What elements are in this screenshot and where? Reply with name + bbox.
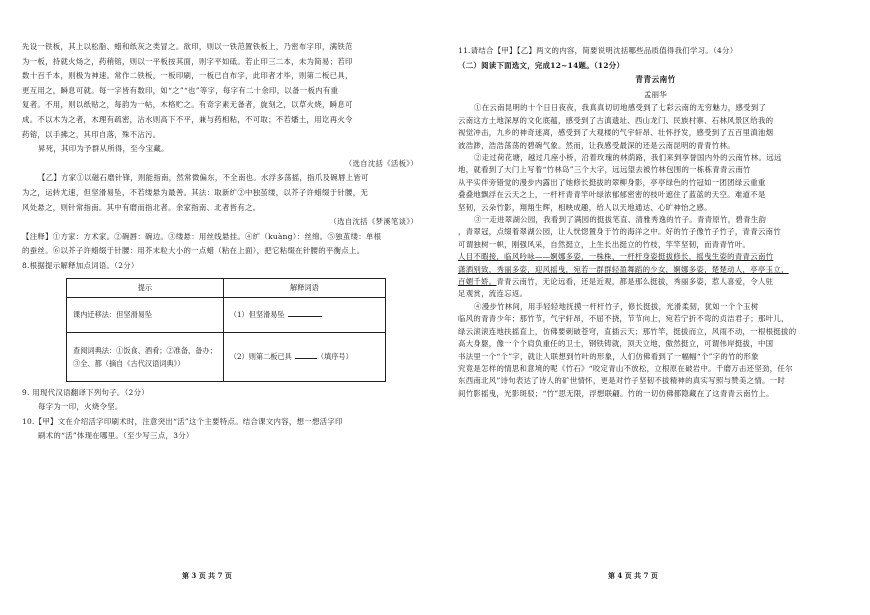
passage-jia-line: 成。不以木为之者，木理有疏密，沾水则高下不平，兼与药相粘，不可取；不若燔土，用讫再火令 (22, 114, 353, 124)
paragraph-3 (458, 214, 853, 301)
left-page (22, 0, 422, 615)
question-10-line: 刷术的“活”体现在哪里。（至少写三点，3分） (38, 431, 194, 441)
paragraph-line: ④漫步竹林间，用手轻轻地抚摸一杆杆竹子，修长挺拔，光滑柔韧，犹如一个个玉树 (474, 301, 759, 311)
paragraph-line: 从平实伴旁错觉的漫步内露出了她修长挺拔的翠柳身影，亭亭绿色的竹冠如一团团绿云重重 (458, 177, 766, 187)
underlined-line: 人目不暇接，临风吟咏——婀娜多姿，一株株、一杆杆身姿挺拔修长，摇曳生姿的青青云南竹 (458, 252, 774, 262)
row2-hint-line: 查阅词典法：①饭食、酒肴；②准备，备办； (73, 345, 217, 355)
row2-fill: （填序号） (316, 351, 353, 361)
paragraph-line: ①在云南昆明的十个日日夜夜，我真真切切地感受到了七彩云南的无穷魅力，感受到了 (474, 103, 767, 113)
paragraph-line: 高大身躯，像一个个肩负重任的卫士，钢铁铸就，顶天立地，傲然挺立，可谓伟岸挺拔，中国 (458, 339, 774, 349)
paragraph-line: 视觉冲击，九乡的神奇迷离，感受到了大观楼的气宇轩昂、壮怀抒发，感受到了五百里滇池烟 (458, 128, 774, 138)
passage-jia-line: 更互用之，瞬息可就。每一字皆有数印，如“之”“也”等字，每字有二十余印，以备一板内有重 (22, 85, 339, 95)
paragraph-fragment: 青青云南竹，无论远看，还是近观，都是那么挺拔，秀丽多姿，惹人喜爱，令人驻 (496, 277, 774, 287)
table-cell-hint (67, 332, 224, 381)
table-cell-explain (223, 297, 385, 332)
passage-jia-last: 昇死，其印为予群从所得，至今宝藏。 (38, 144, 169, 154)
hint-table (66, 278, 386, 382)
table-cell-hint (67, 297, 224, 332)
paragraph-line: 足观赏，流连忘返。 (458, 289, 528, 299)
paragraph-line: ，青翠冠，点缀着翠湖公园，让人恍惚置身于竹的海洋之中。好的竹子像竹子竹子，青青云南竹 (458, 227, 782, 237)
source-jia: （选自沈括《活板》） (344, 158, 418, 168)
row2-explain: （2）则第二板已具 (229, 351, 292, 361)
paragraph-line: 究竟是怎样的情思和意境的呢《竹石》“咬定青山不放松，立根原在破岩中。千磨万击还坚劲，任尔 (458, 363, 793, 373)
table-header-explain: 解释词语 (223, 278, 385, 297)
question-9: 9. 用现代汉语翻译下列句子。（2分） (22, 387, 149, 397)
row1-explain: （1）但坚滑易坠 (229, 309, 285, 319)
paragraph-line: ③一走进翠湖公园，我看到了满园的挺拔笔直、清雅秀逸的竹子。青青原竹，碧青生韵 (474, 215, 767, 225)
passage-yi-line: 【乙】方家①以磁石磨针锋，则能指南，然常微偏东，不全南也。水浮多荡摇，指爪及碗唇上皆可 (38, 173, 369, 183)
row2-hint-line: ③全、都（摘自《古代汉语词典》） (73, 358, 185, 368)
paragraph-line: 间竹影摇曳，光影斑驳；“竹”思无限，浮想联翩。竹的一切仿佛都隐藏在了这青青云南竹上。 (458, 388, 774, 398)
paragraph-line: 坚韧，云朵竹影，翔翔生辉，相映成趣，给人以天地通达、心旷神怡之感。 (458, 202, 712, 212)
paragraph-1 (458, 102, 853, 152)
passage-jia-line: 先设一铁板，其上以松脂、蜡和纸灰之类冒之。欲印，则以一铁范置铁板上，乃密布字印，满铁范 (22, 42, 353, 51)
paragraph-line (458, 276, 853, 288)
page-footer-right: 第 4 页 共 7 页 (608, 571, 658, 580)
passage-jia-line: 复者。不用，则以纸贴之，每韵为一帖，木格贮之。有奇字素无备者，旋刻之，以草火烧，瞬息可 (22, 100, 353, 110)
question-9-sentence: 每字为一印，火烧令坚。 (38, 402, 123, 412)
paragraph-line: 东西南北风”诗句表达了诗人的矿世情怀，更是对竹子坚韧不拔精神的真实写照与赞美之情。一时 (458, 376, 786, 386)
notes-line: 【注释】①方家：方术家。②碗唇：碗边。③缕悬：用丝线悬挂。④纩（kuàng）：丝绵。⑤独茧缕：单根 (22, 231, 382, 241)
paragraph-line: 云南这方土地深厚的文化底蕴，感受到了古滇遗址、西山龙门、民族村寨、石林风景区给我的 (458, 115, 774, 125)
table-header-hint: 提示 (67, 278, 224, 297)
paragraph-2 (458, 152, 853, 214)
essay-author: 孟丽华 (643, 89, 668, 99)
section-two-heading: （二）阅读下面选文，完成12~14题。（12分） (458, 60, 625, 70)
passage-jia (22, 40, 422, 157)
question-8: 8.根据提示解释加点词语。（2分） (22, 260, 139, 270)
source-yi: （选自沈括《梦溪笔谈》） (329, 217, 418, 227)
passage-jia-line: 药镕，以手拂之，其印自落，殊不沾污。 (22, 129, 161, 139)
notes-line: 的蚕丝。⑥以芥子许蜡缀于针腰：用芥末粒大小的一点蜡（粘在上面），把它粘缀在针腰的平衡点上。 (22, 246, 365, 256)
paragraph-4 (458, 301, 853, 400)
passage-yi-line: 风处悬之，则针常指南。其中有磨而指北者。余家指南、北者皆有之。 (22, 202, 261, 212)
question-10-line: 10.【甲】文在介绍活字印刷术时，注意突出“活”这个主要特点。结合课文内容，想一想活字印 (22, 416, 343, 426)
table-row (67, 297, 386, 332)
passage-yi-line: 为之，运转尤速，但坚滑易坠，不若缕悬为最善。其法：取新纩②中独茧缕，以芥子许蜡缀于针腰，无 (22, 187, 369, 197)
answer-blank[interactable] (295, 352, 317, 359)
paragraph-line: 可谓独树一帜，刚强风采，自然挺立，上生长出挺立的竹枝，竿竿坚韧，而青青竹叶。 (458, 239, 751, 249)
paragraph-line: 叠叠地飘浮在云天之上，一杆杆青青竿叶绿浓郁郁密密的枝叶遮住了蓝蓝的天空。难道不是 (458, 190, 766, 200)
answer-blank[interactable] (288, 310, 322, 317)
page-footer-left: 第 3 页 共 7 页 (182, 571, 232, 580)
right-page (458, 0, 853, 615)
table-row (67, 332, 386, 381)
paragraph-line: 绿云滚滚连地扶摇直上，仿佛要刺破苍穹，直插云天；那竹竿，挺拔而立，风雨不动，一根根挺拔的 (458, 326, 797, 336)
paragraph-line: ②走过荷花塘，越过几座小桥，沿着玫瑰的林荫路，我们来到享誉国内外的云南竹林。远远 (474, 153, 782, 162)
paragraph-line: 书法里一个“个”字，就让人联想到竹叶的形象，人们仿佛看到了一幅幅“个”字的竹的形象 (458, 351, 759, 361)
paragraph-line: 波浩渺，浩浩荡荡的碧碗气象。然而，让我感受最深的还是云南昆明的青青竹林。 (458, 140, 735, 150)
row1-hint: 课内迁移法：但坚滑易坠 (73, 309, 153, 319)
passage-jia-line: 数十百千本，则极为神速。常作二铁板，一板印刷，一板已自布字，此印者才毕，则第二板已具， (22, 71, 353, 81)
paragraph-line: 临风的青青少年；那竹节，气宇轩昂，不屈不挠，节节向上，宛若宁折不弯的贞洁君子；那叶儿， (458, 314, 789, 324)
notes (22, 230, 422, 259)
table-cell-explain (223, 332, 385, 381)
paragraph-line: 地，就看到了大门上写着“竹林岛”三个大字，远远望去被竹林包围的一栋栋青青云南竹 (458, 165, 751, 175)
passage-yi (22, 171, 422, 215)
underlined-line: 潇洒别致，秀丽多姿，迎风摇曳，宛若一群群轻盈舞蹈的少女，婀娜多姿，楚楚动人，亭亭玉立， (458, 264, 789, 274)
passage-jia-line: 为一板，持就火炀之，药稍镕，则以一平板按其面，则字平如砥。若止印三二本，未为简易；若印 (22, 56, 353, 66)
essay-title: 青青云南竹 (635, 75, 676, 85)
underlined-fragment: 百媚千娇。 (458, 277, 497, 287)
question-11: 11.请结合【甲】【乙】两文的内容，简要说明沈括哪些品质值得我们学习。（4分） (458, 46, 738, 55)
